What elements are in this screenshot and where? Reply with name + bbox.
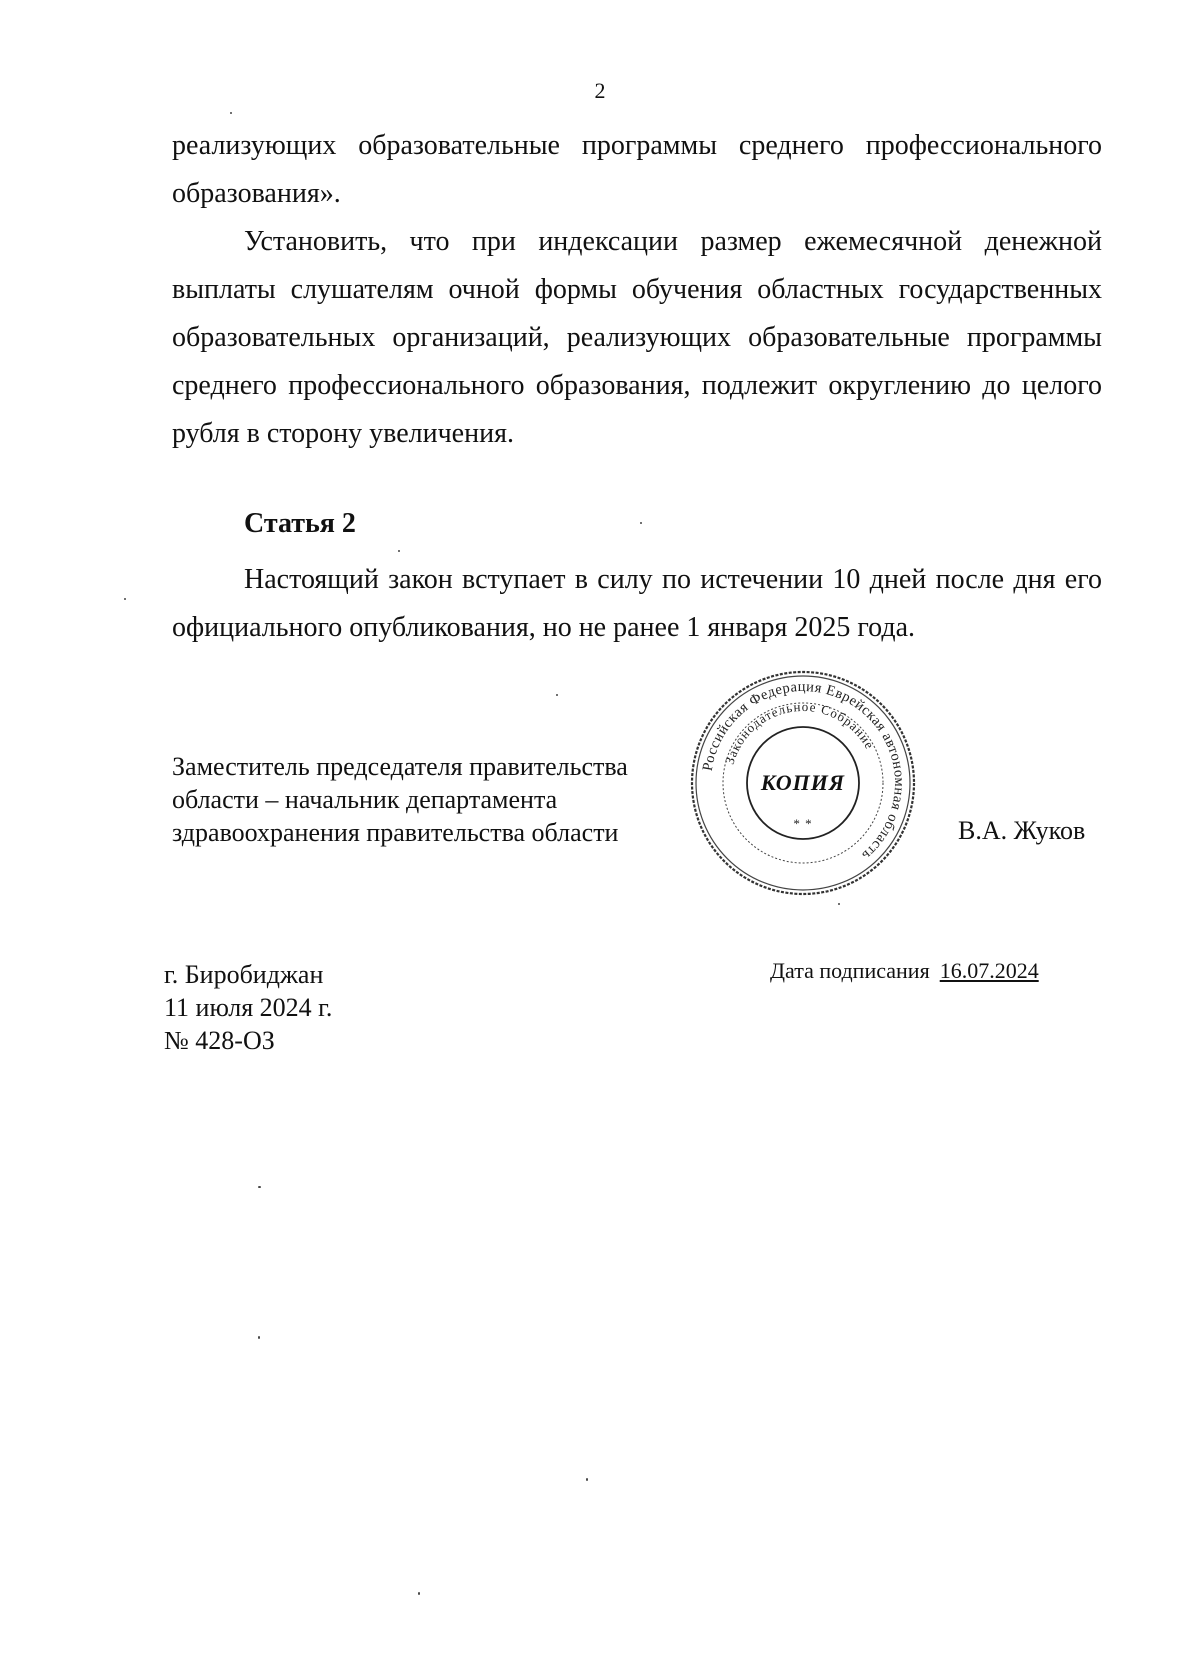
scan-speck	[230, 112, 232, 114]
city: г. Биробиджан	[164, 960, 324, 989]
signing-date-label: Дата подписания	[770, 958, 930, 983]
scan-speck	[556, 694, 558, 696]
scan-speck	[398, 550, 400, 552]
signing-date-value: 16.07.2024	[939, 958, 1039, 983]
article-heading: Статья 2	[244, 508, 356, 539]
seal-outer-text: Российская Федерация Еврейская автономная область	[699, 678, 908, 864]
article-text: Настоящий закон вступает в силу по истечении 10 дней после дня его официального опубликования, но не ранее 1 января 2025 года.	[172, 564, 1102, 643]
signing-date	[770, 958, 1039, 984]
signatory-position	[172, 750, 628, 849]
scan-speck	[124, 598, 126, 600]
page-number: 2	[594, 78, 606, 103]
seal-copy-label: КОПИЯ	[760, 770, 846, 795]
official-seal	[688, 668, 918, 898]
scan-speck	[640, 522, 642, 524]
scan-speck	[586, 1478, 588, 1481]
position-line: области – начальник департамента	[172, 785, 558, 814]
seal-stars: * *	[793, 816, 813, 831]
scan-speck	[838, 903, 840, 905]
scan-speck	[258, 1336, 260, 1339]
law-number: № 428-ОЗ	[164, 1026, 275, 1055]
scan-speck	[418, 1592, 420, 1595]
position-line: здравоохранения правительства области	[172, 818, 619, 847]
paragraph-indexation-rule: Установить, что при индексации размер ежемесячной денежной выплаты слушателям очной формы обучения областных государственных образовательных организаций, реализующих образовательные программы среднего профессионального образования, подлежит округлению до целого рубля в сторону увеличения.	[172, 226, 1102, 449]
paragraph-continuation: реализующих образовательные программы среднего профессионального образования».	[172, 130, 1102, 209]
place-and-number	[164, 958, 332, 1057]
position-line: Заместитель председателя правительства	[172, 752, 628, 781]
seal-inner-text: Законодательное Собрание	[721, 698, 878, 767]
law-date: 11 июля 2024 г.	[164, 993, 333, 1022]
signatory-name: В.А. Жуков	[958, 816, 1086, 845]
scan-speck	[258, 1186, 261, 1188]
